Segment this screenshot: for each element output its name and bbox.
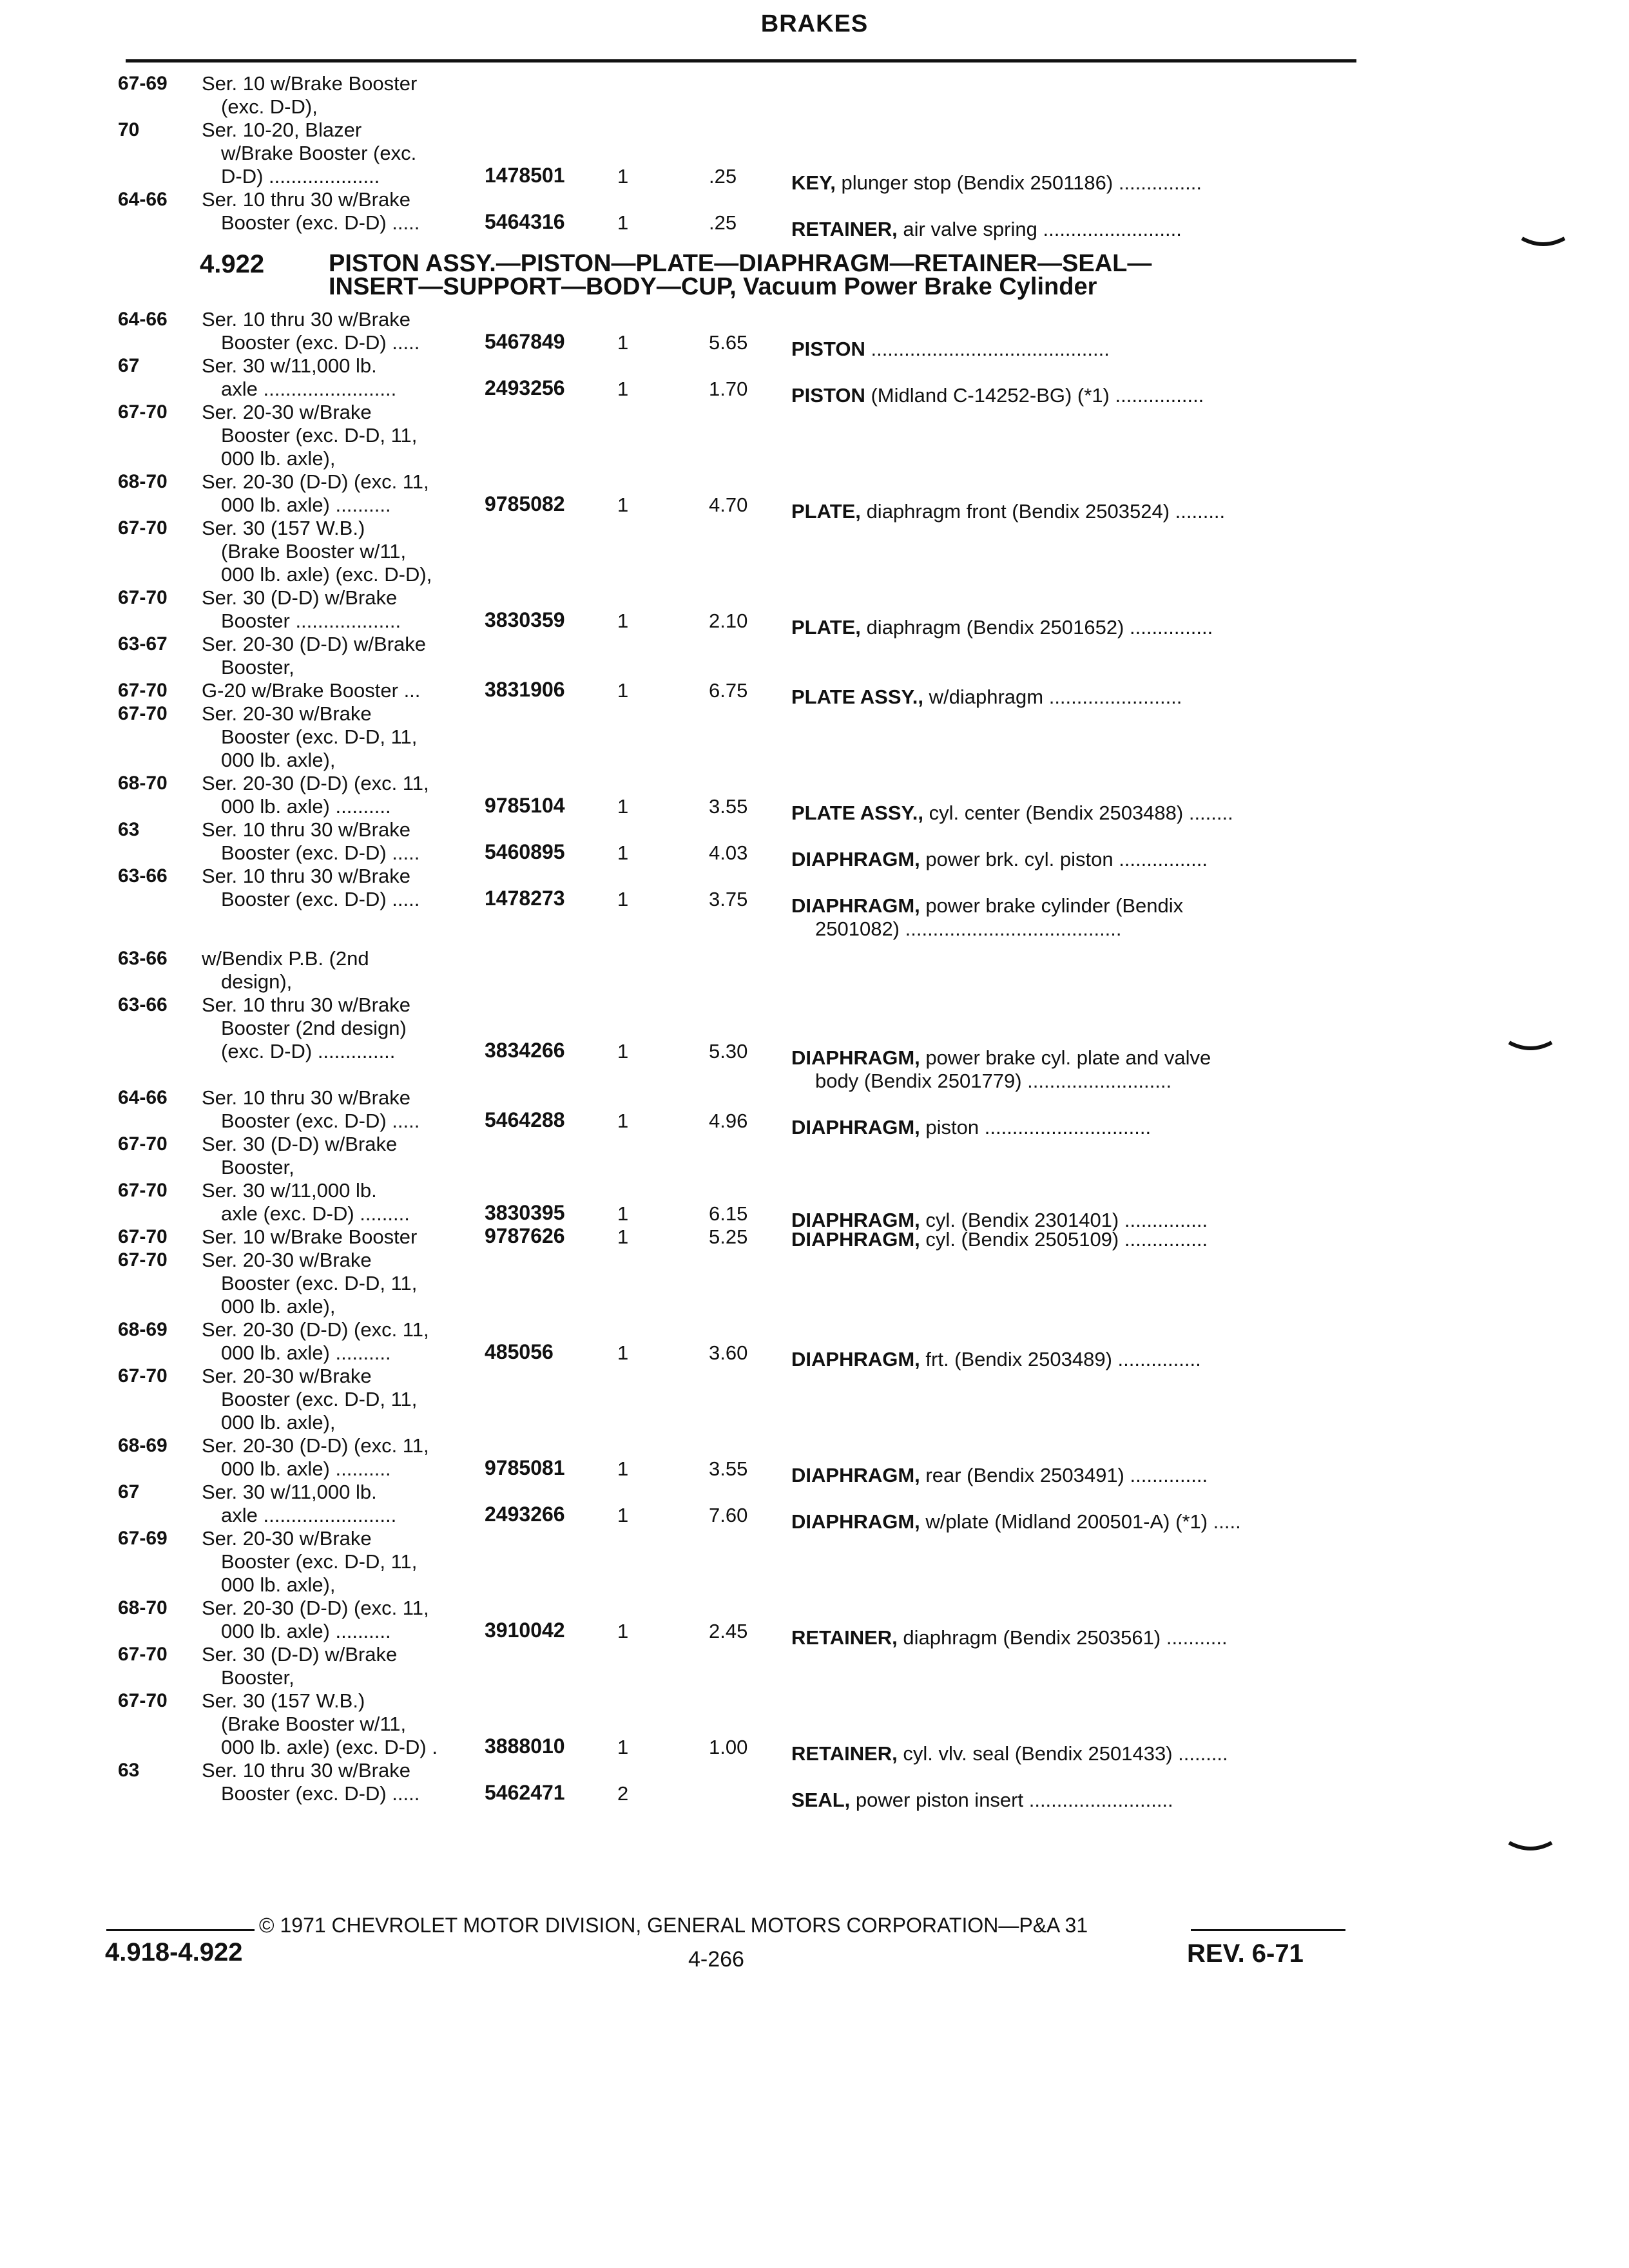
table-row bbox=[0, 1573, 1629, 1597]
table-row bbox=[0, 970, 1629, 994]
table-row bbox=[0, 1597, 1629, 1620]
model-years: 63-67 bbox=[118, 633, 168, 655]
quantity: 1 bbox=[617, 1110, 629, 1132]
part-number: 9785081 bbox=[485, 1456, 565, 1479]
table-row bbox=[0, 633, 1629, 656]
application-text: Ser. 20-30 w/Brake bbox=[202, 1365, 372, 1387]
table-row bbox=[0, 1456, 1629, 1486]
part-name: DIAPHRAGM, bbox=[791, 848, 920, 870]
part-description bbox=[791, 218, 1182, 241]
model-years: 67-70 bbox=[118, 517, 168, 539]
application-text: Ser. 30 (157 W.B.) bbox=[202, 517, 365, 539]
table-row bbox=[0, 1249, 1629, 1272]
group-number: 4.922 bbox=[200, 250, 265, 278]
quantity: 1 bbox=[617, 165, 629, 187]
part-name: SEAL, bbox=[791, 1789, 851, 1811]
application-text: 000 lb. axle) (exc. D-D) . bbox=[221, 1736, 438, 1758]
application-text: 000 lb. axle), bbox=[221, 1573, 336, 1596]
part-detail: ........................................... bbox=[871, 338, 1110, 360]
application-text: Booster (exc. D-D) ..... bbox=[221, 1782, 420, 1805]
quantity: 1 bbox=[617, 331, 629, 354]
model-years: 63-66 bbox=[118, 948, 168, 969]
part-name: KEY, bbox=[791, 171, 836, 194]
part-number: 9785104 bbox=[485, 794, 565, 817]
list-price: 4.03 bbox=[709, 841, 748, 864]
model-years: 67-70 bbox=[118, 1133, 168, 1155]
group-title-line2: INSERT—SUPPORT—BODY—CUP, Vacuum Power Brake Cylinder bbox=[329, 273, 1097, 300]
part-name: DIAPHRAGM, bbox=[791, 894, 920, 917]
application-text: (exc. D-D) .............. bbox=[221, 1040, 396, 1062]
quantity: 1 bbox=[617, 841, 629, 864]
model-years: 67-70 bbox=[118, 1249, 168, 1271]
model-years: 63 bbox=[118, 819, 140, 840]
part-name: RETAINER, bbox=[791, 1626, 898, 1649]
part-number: 5464316 bbox=[485, 210, 565, 233]
list-price: 1.00 bbox=[709, 1736, 748, 1758]
part-number: 5464288 bbox=[485, 1108, 565, 1131]
application-text: axle ........................ bbox=[221, 1504, 397, 1526]
part-name: DIAPHRAGM, bbox=[791, 1510, 920, 1533]
application-text: w/Brake Booster (exc. bbox=[221, 142, 417, 164]
application-text: Ser. 30 (D-D) w/Brake bbox=[202, 1133, 398, 1155]
application-text: Booster (exc. D-D, 11, bbox=[221, 1388, 418, 1410]
table-row bbox=[0, 142, 1629, 165]
application-text: 000 lb. axle) .......... bbox=[221, 795, 391, 818]
table-row bbox=[0, 1201, 1629, 1231]
application-text: Ser. 30 (157 W.B.) bbox=[202, 1689, 365, 1712]
table-row bbox=[0, 447, 1629, 470]
model-years: 67-69 bbox=[118, 73, 168, 94]
part-detail: diaphragm (Bendix 2501652) ............... bbox=[866, 616, 1213, 639]
part-name: PLATE, bbox=[791, 500, 861, 523]
application-text: 000 lb. axle) .......... bbox=[221, 1457, 391, 1480]
part-detail: (Midland C-14252-BG) (*1) ................ bbox=[871, 384, 1204, 407]
part-number: 2493256 bbox=[485, 376, 565, 399]
model-years: 68-69 bbox=[118, 1435, 168, 1456]
model-years: 67-70 bbox=[118, 703, 168, 724]
part-detail: 2501082) ....................................... bbox=[815, 918, 1122, 940]
table-row bbox=[0, 540, 1629, 563]
part-name: DIAPHRAGM, bbox=[791, 1209, 920, 1231]
quantity: 2 bbox=[617, 1782, 629, 1805]
table-row bbox=[0, 865, 1629, 888]
table-row bbox=[0, 1666, 1629, 1689]
application-text: Ser. 10 thru 30 w/Brake bbox=[202, 308, 410, 331]
application-text: 000 lb. axle) .......... bbox=[221, 494, 391, 516]
part-number: 9785082 bbox=[485, 492, 565, 515]
model-years: 67 bbox=[118, 1481, 140, 1503]
part-name: DIAPHRAGM, bbox=[791, 1348, 920, 1370]
table-row bbox=[0, 1713, 1629, 1736]
part-number: 3888010 bbox=[485, 1735, 565, 1758]
application-text: 000 lb. axle) .......... bbox=[221, 1341, 391, 1364]
part-detail: plunger stop (Bendix 2501186) ............... bbox=[841, 171, 1202, 194]
scan-mark-2 bbox=[1508, 1040, 1553, 1054]
part-name: PISTON bbox=[791, 338, 865, 360]
part-name: PLATE ASSY., bbox=[791, 686, 923, 708]
application-text: 000 lb. axle) .......... bbox=[221, 1620, 391, 1642]
model-years: 68-70 bbox=[118, 773, 168, 794]
part-number: 3910042 bbox=[485, 1619, 565, 1642]
table-row bbox=[0, 1781, 1629, 1811]
list-price: .25 bbox=[709, 211, 737, 234]
part-detail: cyl. (Bendix 2505109) ............... bbox=[925, 1228, 1208, 1251]
part-number: 3830395 bbox=[485, 1201, 565, 1224]
table-row bbox=[0, 72, 1629, 95]
table-row bbox=[0, 1179, 1629, 1202]
model-years: 64-66 bbox=[118, 1087, 168, 1108]
application-text: Booster (exc. D-D) ..... bbox=[221, 211, 420, 234]
table-row bbox=[0, 1108, 1629, 1139]
table-row bbox=[0, 1689, 1629, 1713]
application-text: Ser. 30 w/11,000 lb. bbox=[202, 354, 377, 377]
table-row bbox=[0, 818, 1629, 841]
application-text: Ser. 20-30 w/Brake bbox=[202, 1249, 372, 1271]
part-detail: body (Bendix 2501779) .......................... bbox=[815, 1070, 1172, 1092]
table-row bbox=[0, 1156, 1629, 1179]
part-detail: diaphragm (Bendix 2503561) ........... bbox=[903, 1626, 1228, 1649]
application-text: D-D) .................... bbox=[221, 165, 380, 187]
model-years: 67-70 bbox=[118, 1365, 168, 1387]
part-number: 1478501 bbox=[485, 164, 565, 187]
application-text: Ser. 10 thru 30 w/Brake bbox=[202, 1759, 410, 1782]
application-text: Ser. 20-30 (D-D) (exc. 11, bbox=[202, 1434, 429, 1457]
part-detail: cyl. vlv. seal (Bendix 2501433) ......... bbox=[903, 1742, 1228, 1765]
application-text: Booster, bbox=[221, 656, 294, 678]
list-price: 5.65 bbox=[709, 331, 748, 354]
table-row bbox=[0, 401, 1629, 424]
application-text: G-20 w/Brake Booster ... bbox=[202, 679, 421, 702]
footer-rule-right bbox=[1191, 1929, 1345, 1931]
model-years: 67-70 bbox=[118, 1180, 168, 1201]
table-row bbox=[0, 1550, 1629, 1573]
application-text: Ser. 10 thru 30 w/Brake bbox=[202, 188, 410, 211]
table-row bbox=[0, 1295, 1629, 1318]
table-row bbox=[0, 1411, 1629, 1434]
part-detail: rear (Bendix 2503491) .............. bbox=[925, 1464, 1208, 1486]
table-row bbox=[0, 95, 1629, 119]
part-number: 5462471 bbox=[485, 1781, 565, 1804]
part-detail: cyl. (Bendix 2301401) ............... bbox=[925, 1209, 1208, 1231]
list-price: 3.75 bbox=[709, 888, 748, 910]
application-text: Ser. 10 thru 30 w/Brake bbox=[202, 994, 410, 1016]
quantity: 1 bbox=[617, 1620, 629, 1642]
part-detail: w/diaphragm ........................ bbox=[929, 686, 1182, 708]
application-text: Ser. 30 (D-D) w/Brake bbox=[202, 586, 398, 609]
application-text: 000 lb. axle) (exc. D-D), bbox=[221, 563, 432, 586]
model-years: 70 bbox=[118, 119, 140, 140]
model-years: 67-70 bbox=[118, 1690, 168, 1711]
application-text: Booster (exc. D-D) ..... bbox=[221, 331, 420, 354]
footer-page-number: 4-266 bbox=[688, 1947, 744, 1972]
table-row bbox=[0, 376, 1629, 407]
application-text: Booster (exc. D-D, 11, bbox=[221, 726, 418, 748]
list-price: 4.96 bbox=[709, 1110, 748, 1132]
part-number: 3831906 bbox=[485, 678, 565, 701]
list-price: 6.75 bbox=[709, 679, 748, 702]
part-detail: power brake cyl. plate and valve bbox=[925, 1046, 1211, 1069]
model-years: 63 bbox=[118, 1760, 140, 1781]
scan-mark-3 bbox=[1508, 1840, 1553, 1854]
application-text: Ser. 10 thru 30 w/Brake bbox=[202, 865, 410, 887]
footer-range: 4.918-4.922 bbox=[105, 1938, 243, 1966]
table-row bbox=[0, 994, 1629, 1017]
application-text: design), bbox=[221, 970, 293, 993]
list-price: 6.15 bbox=[709, 1202, 748, 1225]
model-years: 67-70 bbox=[118, 587, 168, 608]
application-text: 000 lb. axle), bbox=[221, 1411, 336, 1434]
application-text: Booster (exc. D-D) ..... bbox=[221, 888, 420, 910]
part-number: 485056 bbox=[485, 1340, 554, 1363]
part-detail: frt. (Bendix 2503489) ............... bbox=[925, 1348, 1201, 1370]
application-text: Booster, bbox=[221, 1156, 294, 1178]
model-years: 68-70 bbox=[118, 1597, 168, 1619]
table-row bbox=[0, 678, 1629, 708]
part-number: 5460895 bbox=[485, 840, 565, 863]
table-row bbox=[0, 517, 1629, 540]
table-row bbox=[0, 702, 1629, 726]
table-row bbox=[0, 1086, 1629, 1110]
part-name: DIAPHRAGM, bbox=[791, 1464, 920, 1486]
application-text: (exc. D-D), bbox=[221, 95, 318, 118]
table-row bbox=[0, 726, 1629, 749]
part-detail: w/plate (Midland 200501-A) (*1) ..... bbox=[925, 1510, 1241, 1533]
table-row bbox=[0, 1272, 1629, 1295]
application-text: Ser. 10-20, Blazer bbox=[202, 119, 362, 141]
group-title-line1: PISTON ASSY.—PISTON—PLATE—DIAPHRAGM—RETAINER—SEAL— bbox=[329, 250, 1152, 277]
list-price: 5.30 bbox=[709, 1040, 748, 1062]
quantity: 1 bbox=[617, 1504, 629, 1526]
model-years: 67-69 bbox=[118, 1528, 168, 1549]
application-text: Ser. 20-30 (D-D) (exc. 11, bbox=[202, 1597, 429, 1619]
part-name: RETAINER, bbox=[791, 218, 898, 240]
model-years: 67-70 bbox=[118, 680, 168, 701]
part-detail: power brake cylinder (Bendix bbox=[925, 894, 1184, 917]
application-text: (Brake Booster w/11, bbox=[221, 540, 407, 562]
list-price: .25 bbox=[709, 165, 737, 187]
list-price: 2.45 bbox=[709, 1620, 748, 1642]
list-price: 5.25 bbox=[709, 1225, 748, 1248]
table-row bbox=[0, 947, 1629, 970]
part-number: 3834266 bbox=[485, 1039, 565, 1062]
part-name: PLATE, bbox=[791, 616, 861, 639]
application-text: Ser. 20-30 (D-D) (exc. 11, bbox=[202, 470, 429, 493]
table-row bbox=[0, 1039, 1629, 1069]
quantity: 1 bbox=[617, 1736, 629, 1758]
application-text: 000 lb. axle), bbox=[221, 749, 336, 771]
application-text: Ser. 20-30 (D-D) (exc. 11, bbox=[202, 772, 429, 794]
quantity: 1 bbox=[617, 211, 629, 234]
application-text: axle (exc. D-D) ......... bbox=[221, 1202, 410, 1225]
list-price: 7.60 bbox=[709, 1504, 748, 1526]
model-years: 64-66 bbox=[118, 309, 168, 330]
part-detail: power brk. cyl. piston ................ bbox=[925, 848, 1208, 870]
table-row bbox=[0, 470, 1629, 494]
part-detail: cyl. center (Bendix 2503488) ........ bbox=[929, 802, 1233, 824]
table-row bbox=[0, 1063, 1629, 1092]
list-price: 3.60 bbox=[709, 1341, 748, 1364]
list-price: 3.55 bbox=[709, 795, 748, 818]
table-row bbox=[0, 887, 1629, 917]
table-row bbox=[0, 424, 1629, 447]
application-text: Booster (exc. D-D) ..... bbox=[221, 841, 420, 864]
quantity: 1 bbox=[617, 1225, 629, 1248]
model-years: 67-70 bbox=[118, 1644, 168, 1665]
application-text: Ser. 20-30 w/Brake bbox=[202, 1527, 372, 1550]
part-name: PLATE ASSY., bbox=[791, 802, 923, 824]
table-row bbox=[0, 911, 1629, 940]
part-number: 5467849 bbox=[485, 330, 565, 353]
application-text: axle ........................ bbox=[221, 378, 397, 400]
quantity: 1 bbox=[617, 1457, 629, 1480]
application-text: Booster (2nd design) bbox=[221, 1017, 407, 1039]
page-header-title: BRAKES bbox=[760, 10, 869, 37]
quantity: 1 bbox=[617, 1341, 629, 1364]
table-row bbox=[0, 492, 1629, 523]
model-years: 67 bbox=[118, 355, 140, 376]
table-row bbox=[0, 1735, 1629, 1765]
application-text: Booster, bbox=[221, 1666, 294, 1689]
part-number: 3830359 bbox=[485, 608, 565, 631]
application-text: 000 lb. axle), bbox=[221, 447, 336, 470]
quantity: 1 bbox=[617, 679, 629, 702]
table-row bbox=[0, 563, 1629, 586]
table-row bbox=[0, 586, 1629, 610]
table-row bbox=[0, 1340, 1629, 1370]
table-row bbox=[0, 1434, 1629, 1457]
application-text: Ser. 10 thru 30 w/Brake bbox=[202, 818, 410, 841]
table-row bbox=[0, 1133, 1629, 1156]
application-text: Booster (exc. D-D) ..... bbox=[221, 1110, 420, 1132]
table-row bbox=[0, 1643, 1629, 1666]
application-text: Ser. 20-30 (D-D) w/Brake bbox=[202, 633, 426, 655]
part-number: 2493266 bbox=[485, 1503, 565, 1526]
model-years: 63-66 bbox=[118, 994, 168, 1015]
part-detail: power piston insert .......................... bbox=[855, 1789, 1173, 1811]
part-description bbox=[791, 1789, 1173, 1812]
quantity: 1 bbox=[617, 795, 629, 818]
part-detail: air valve spring ......................... bbox=[903, 218, 1182, 240]
part-name: PISTON bbox=[791, 384, 865, 407]
application-text: Booster (exc. D-D, 11, bbox=[221, 424, 418, 447]
part-detail: piston .............................. bbox=[925, 1116, 1152, 1139]
table-row bbox=[0, 772, 1629, 795]
table-row bbox=[0, 749, 1629, 772]
model-years: 64-66 bbox=[118, 189, 168, 210]
list-price: 4.70 bbox=[709, 494, 748, 516]
application-text: Ser. 20-30 (D-D) (exc. 11, bbox=[202, 1318, 429, 1341]
quantity: 1 bbox=[617, 494, 629, 516]
application-text: Ser. 10 w/Brake Booster bbox=[202, 72, 418, 95]
part-description bbox=[791, 1228, 1208, 1251]
quantity: 1 bbox=[617, 378, 629, 400]
application-text: Ser. 20-30 w/Brake bbox=[202, 702, 372, 725]
table-row bbox=[0, 1503, 1629, 1533]
table-row bbox=[0, 119, 1629, 142]
application-text: Ser. 30 w/11,000 lb. bbox=[202, 1179, 377, 1202]
part-name: DIAPHRAGM, bbox=[791, 1228, 920, 1251]
table-row bbox=[0, 794, 1629, 824]
application-text: Ser. 30 w/11,000 lb. bbox=[202, 1481, 377, 1503]
part-description bbox=[815, 918, 1122, 941]
footer-copyright: © 1971 CHEVROLET MOTOR DIVISION, GENERAL MOTORS CORPORATION—P&A 31 bbox=[259, 1914, 1088, 1937]
model-years: 68-69 bbox=[118, 1319, 168, 1340]
model-years: 68-70 bbox=[118, 471, 168, 492]
application-text: Booster (exc. D-D, 11, bbox=[221, 1550, 418, 1573]
application-text: (Brake Booster w/11, bbox=[221, 1713, 407, 1735]
scan-mark-1 bbox=[1521, 236, 1566, 250]
model-years: 67-70 bbox=[118, 1226, 168, 1247]
table-row bbox=[0, 1388, 1629, 1411]
table-row bbox=[0, 608, 1629, 639]
application-text: Ser. 10 thru 30 w/Brake bbox=[202, 1086, 410, 1109]
part-name: RETAINER, bbox=[791, 1742, 898, 1765]
table-row bbox=[0, 1527, 1629, 1550]
footer-revision: REV. 6-71 bbox=[1187, 1939, 1304, 1968]
table-row bbox=[0, 164, 1629, 194]
table-row bbox=[0, 1759, 1629, 1782]
quantity: 1 bbox=[617, 888, 629, 910]
application-text: Booster (exc. D-D, 11, bbox=[221, 1272, 418, 1294]
footer-rule-left bbox=[106, 1929, 255, 1931]
application-text: w/Bendix P.B. (2nd bbox=[202, 947, 369, 970]
quantity: 1 bbox=[617, 1202, 629, 1225]
part-number: 9787626 bbox=[485, 1224, 565, 1247]
table-row bbox=[0, 308, 1629, 331]
list-price: 1.70 bbox=[709, 378, 748, 400]
table-row bbox=[0, 188, 1629, 211]
table-row bbox=[0, 210, 1629, 240]
application-text: Ser. 10 w/Brake Booster bbox=[202, 1225, 418, 1248]
part-name: DIAPHRAGM, bbox=[791, 1116, 920, 1139]
application-text: Ser. 30 (D-D) w/Brake bbox=[202, 1643, 398, 1666]
table-row bbox=[0, 354, 1629, 378]
table-row bbox=[0, 1365, 1629, 1388]
quantity: 1 bbox=[617, 610, 629, 632]
part-name: DIAPHRAGM, bbox=[791, 1046, 920, 1069]
part-detail: diaphragm front (Bendix 2503524) ......... bbox=[866, 500, 1226, 523]
application-text: 000 lb. axle), bbox=[221, 1295, 336, 1318]
list-price: 2.10 bbox=[709, 610, 748, 632]
quantity: 1 bbox=[617, 1040, 629, 1062]
table-row bbox=[0, 840, 1629, 870]
part-number: 1478273 bbox=[485, 887, 565, 910]
table-row bbox=[0, 1481, 1629, 1504]
table-row bbox=[0, 1619, 1629, 1649]
table-row bbox=[0, 656, 1629, 679]
application-text: Booster ................... bbox=[221, 610, 401, 632]
table-row bbox=[0, 1318, 1629, 1341]
table-row bbox=[0, 1017, 1629, 1040]
table-row bbox=[0, 330, 1629, 360]
list-price: 3.55 bbox=[709, 1457, 748, 1480]
application-text: Ser. 20-30 w/Brake bbox=[202, 401, 372, 423]
model-years: 67-70 bbox=[118, 401, 168, 423]
table-row bbox=[0, 1225, 1629, 1249]
model-years: 63-66 bbox=[118, 865, 168, 887]
